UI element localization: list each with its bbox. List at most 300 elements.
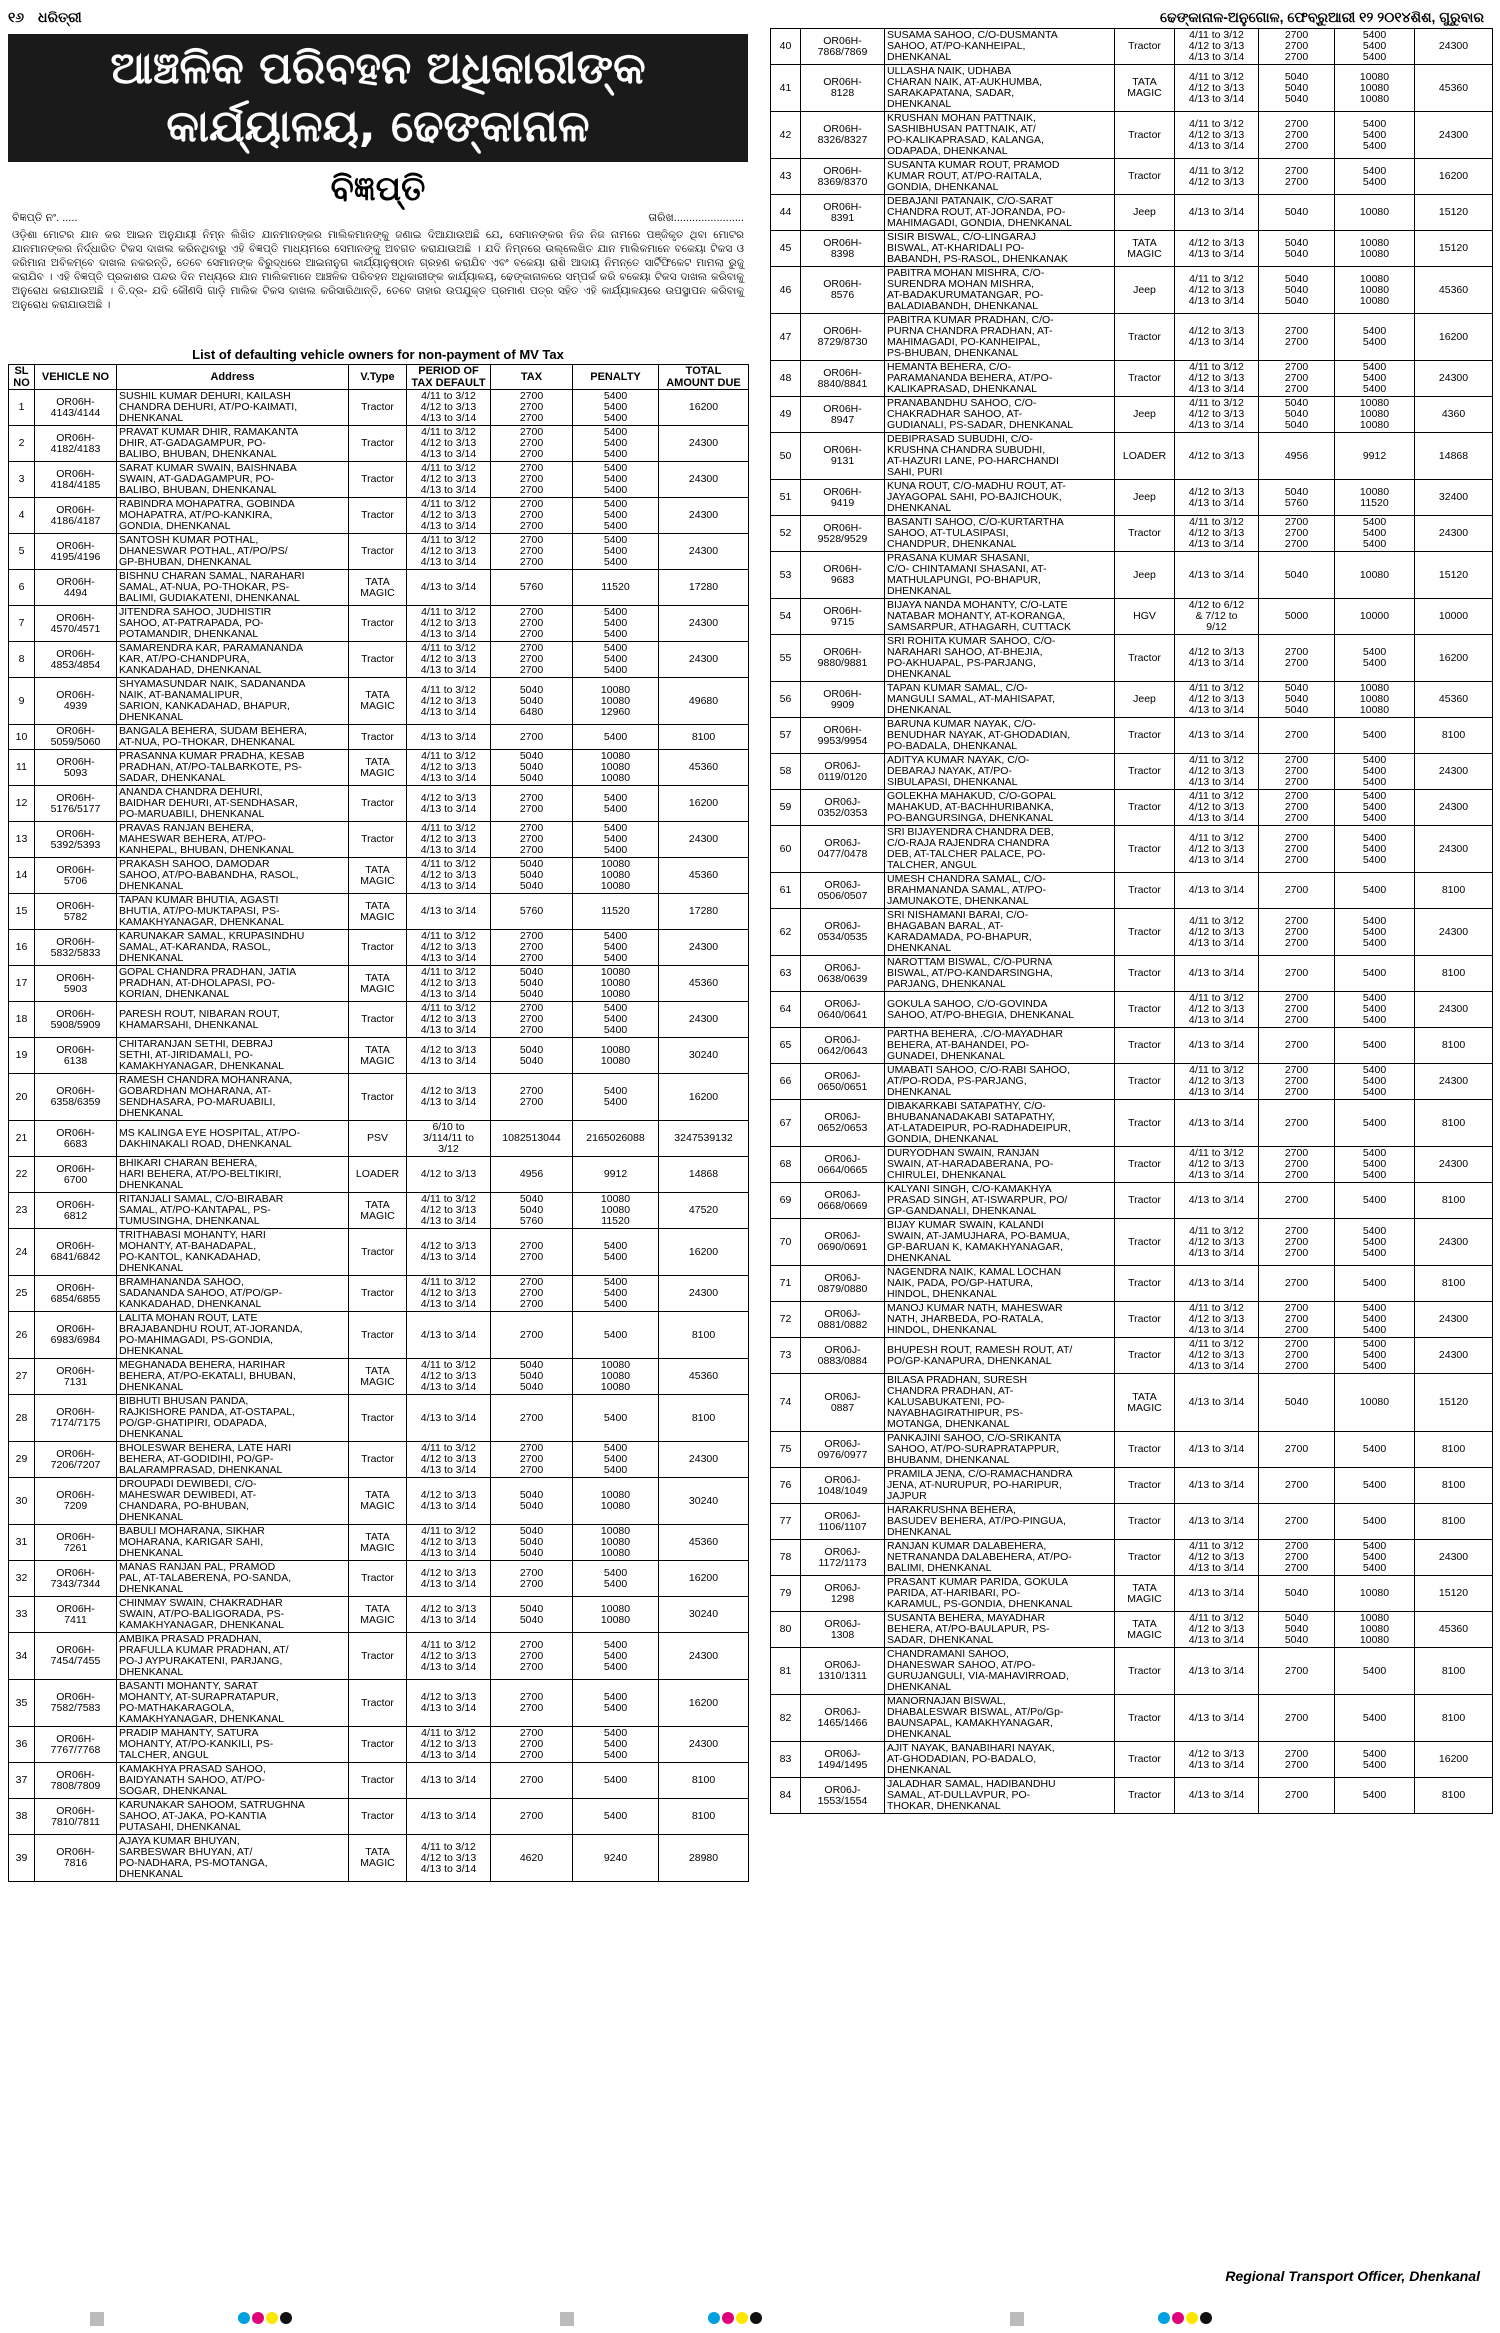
penalty-cell-line: 5400 bbox=[1362, 812, 1387, 824]
total-cell-line: 14868 bbox=[688, 1168, 719, 1180]
period-cell-line: 4/12 to 3/13 bbox=[420, 437, 477, 449]
tax-cell-line: 2700 bbox=[519, 1649, 544, 1662]
address-cell-line: PARAMANANDA BEHERA, AT/PO- bbox=[887, 372, 1053, 384]
vehicle-type-cell bbox=[349, 1121, 407, 1157]
penalty-cell-line: 5400 bbox=[603, 930, 628, 942]
vehicle-no-cell bbox=[35, 1442, 117, 1478]
period-cell-line: 4/13 to 3/14 bbox=[420, 1500, 477, 1512]
penalty-cell-line: 5400 bbox=[603, 1810, 628, 1822]
vehicle-no-line: 1172/1173 bbox=[818, 1556, 867, 1569]
vehicle-type-line: TATA bbox=[365, 1602, 390, 1615]
grey-swatch bbox=[560, 2312, 574, 2326]
period-cell-line: 4/11 to 3/12 bbox=[1189, 1224, 1244, 1237]
vehicle-type-cell-line: Tractor bbox=[361, 797, 394, 809]
sl-cell bbox=[771, 1540, 801, 1576]
period-cell-line: 4/13 to 3/14 bbox=[1188, 884, 1245, 896]
table-row bbox=[771, 754, 1493, 790]
vehicle-no-line: 6358/6359 bbox=[50, 1096, 101, 1108]
total-cell bbox=[659, 642, 749, 678]
sl-cell bbox=[771, 718, 801, 754]
address-cell-line: DHENKANAL bbox=[119, 412, 184, 424]
address-cell-line: DHENKANAL bbox=[887, 704, 952, 716]
vehicle-no-cell bbox=[801, 1504, 885, 1540]
penalty-cell bbox=[1335, 397, 1415, 433]
tax-cell-line: 2700 bbox=[1284, 754, 1309, 766]
vehicle-no-line: 4494 bbox=[63, 586, 88, 599]
vehicle-type-cell bbox=[1115, 1695, 1175, 1742]
total-cell-line: 24300 bbox=[688, 1649, 719, 1662]
vehicle-type-cell bbox=[349, 1835, 407, 1882]
sl-cell bbox=[9, 462, 35, 498]
table-row bbox=[9, 1193, 749, 1229]
period-cell bbox=[407, 1597, 491, 1633]
table-row bbox=[9, 1359, 749, 1395]
penalty-cell-line: 5400 bbox=[1362, 1147, 1387, 1159]
table-row bbox=[771, 1695, 1493, 1742]
penalty-cell-line: 5400 bbox=[603, 1287, 628, 1299]
vehicle-type-line: TATA bbox=[365, 1198, 390, 1211]
address-cell-line: BRAMHANANDA SAHOO, bbox=[119, 1276, 244, 1288]
vehicle-type-cell bbox=[1115, 1778, 1175, 1814]
period-cell bbox=[1175, 1147, 1259, 1183]
total-cell-line: 24300 bbox=[688, 1738, 719, 1750]
penalty-cell-line: 10080 bbox=[1359, 1634, 1390, 1646]
tax-cell bbox=[491, 1276, 573, 1312]
sl-cell bbox=[771, 992, 801, 1028]
address-cell-line: PRADHAN, AT/PO-TALBARKOTE, PS- bbox=[119, 761, 302, 773]
total-cell bbox=[659, 1597, 749, 1633]
sl-cell bbox=[771, 1028, 801, 1064]
vehicle-type-cell-line: Tractor bbox=[1128, 1753, 1161, 1765]
address-cell-line: DHENKANAL bbox=[119, 1547, 184, 1559]
address-cell-line: GP-BARUAN K, KAMAKHYANAGAR, bbox=[887, 1241, 1064, 1253]
vehicle-type-line: MAGIC bbox=[1127, 1628, 1162, 1641]
address-cell-line: GOKULA SAHOO, C/O-GOVINDA bbox=[887, 997, 1048, 1010]
vehicle-no-line: 0534/0535 bbox=[817, 931, 868, 943]
vehicle-no-cell bbox=[35, 966, 117, 1002]
period-cell-line: 4/13 to 3/14 bbox=[420, 1215, 477, 1227]
penalty-cell-line: 5400 bbox=[603, 1464, 628, 1476]
total-cell-line: 24300 bbox=[688, 437, 719, 449]
period-cell-line: 4/11 to 3/12 bbox=[421, 498, 476, 510]
vehicle-no-cell bbox=[35, 1002, 117, 1038]
period-cell-line: 4/12 to 3/13 bbox=[1188, 1158, 1245, 1170]
period-cell-line: 4/13 to 3/14 bbox=[420, 1749, 477, 1761]
address-cell-line: C/O-RAJA RAJENDRA CHANDRA bbox=[887, 837, 1050, 849]
address-cell-line: JAMUNAKOTE, DHENKANAL bbox=[887, 895, 1029, 907]
period-cell-line: 4/12 to 3/13 bbox=[420, 1566, 477, 1579]
vehicle-type-cell bbox=[349, 1597, 407, 1633]
sl-cell bbox=[9, 1193, 35, 1229]
total-cell-line: 45360 bbox=[688, 761, 719, 773]
total-cell-line: 8100 bbox=[691, 730, 716, 743]
tax-cell-line: 2700 bbox=[1284, 776, 1309, 788]
period-cell bbox=[407, 930, 491, 966]
tax-cell-line: 2700 bbox=[519, 1411, 544, 1424]
sl-cell-line: 44 bbox=[779, 206, 792, 218]
table-row bbox=[9, 1525, 749, 1561]
address-cell-line: ANANDA CHANDRA DEHURI, bbox=[119, 786, 263, 798]
table-row bbox=[771, 790, 1493, 826]
penalty-cell-line: 5400 bbox=[603, 473, 628, 485]
tax-cell-line: 5040 bbox=[519, 1193, 544, 1205]
penalty-cell-line: 11520 bbox=[1360, 496, 1389, 509]
office-banner bbox=[8, 34, 748, 162]
address-cell-line: BABANDH, PS-RASOL, DHENKANAK bbox=[887, 253, 1068, 265]
penalty-cell-line: 5400 bbox=[603, 606, 628, 618]
total-cell-line: 15120 bbox=[1438, 242, 1469, 254]
tax-cell-line: 5040 bbox=[1284, 419, 1309, 431]
tax-cell-line: 5040 bbox=[519, 694, 544, 707]
penalty-cell-line: 10080 bbox=[1359, 81, 1390, 94]
address-cell-line: RANJAN KUMAR DALABEHERA, bbox=[887, 1540, 1047, 1552]
table-row bbox=[771, 112, 1493, 159]
sl-cell-line: 40 bbox=[779, 40, 792, 52]
vehicle-no-cell bbox=[801, 1266, 885, 1302]
vehicle-type-cell bbox=[1115, 1504, 1175, 1540]
tax-cell-line: 2700 bbox=[519, 1328, 544, 1341]
tax-cell bbox=[491, 606, 573, 642]
address-cell-line: CHITARANJAN SETHI, DEBRAJ bbox=[119, 1038, 273, 1050]
tax-cell-line: 2700 bbox=[519, 730, 544, 743]
period-cell bbox=[1175, 956, 1259, 992]
vehicle-type-line: MAGIC bbox=[1127, 1401, 1162, 1414]
table-row bbox=[771, 873, 1493, 909]
period-cell-line: 4/11 to 3/12 bbox=[421, 426, 476, 438]
penalty-cell-line: 5400 bbox=[603, 1702, 628, 1714]
address-cell-line: TALCHER, ANGUL bbox=[119, 1749, 209, 1761]
column-header: V.Type bbox=[349, 365, 407, 390]
total-cell bbox=[1415, 516, 1493, 552]
sl-cell bbox=[771, 1648, 801, 1695]
address-cell bbox=[885, 1147, 1115, 1183]
table-row bbox=[771, 1338, 1493, 1374]
total-cell bbox=[1415, 1028, 1493, 1064]
address-cell bbox=[885, 267, 1115, 314]
tax-cell bbox=[491, 725, 573, 750]
tax-cell-line: 2700 bbox=[519, 1577, 544, 1590]
vehicle-type-cell bbox=[349, 642, 407, 678]
sl-cell bbox=[9, 1680, 35, 1727]
tax-cell-line: 2700 bbox=[1284, 1789, 1309, 1801]
vehicle-no-line: OR06J- bbox=[824, 1390, 861, 1403]
address-cell bbox=[885, 873, 1115, 909]
penalty-cell bbox=[1335, 826, 1415, 873]
penalty-cell bbox=[573, 1525, 659, 1561]
period-cell bbox=[1175, 790, 1259, 826]
penalty-cell-line: 5400 bbox=[603, 1453, 628, 1465]
period-cell-line: 4/13 to 3/14 bbox=[420, 705, 477, 718]
penalty-cell-line: 5400 bbox=[603, 730, 628, 743]
column-header: TOTAL AMOUNT DUE bbox=[659, 365, 749, 390]
vehicle-type-cell-line: Tractor bbox=[1128, 1479, 1161, 1491]
address-cell-line: PRANABANDHU SAHOO, C/O- bbox=[887, 397, 1037, 409]
color-dot bbox=[266, 2312, 278, 2324]
address-cell-line: KRUSHAN MOHAN PATTNAIK, bbox=[887, 112, 1036, 124]
tax-cell-line: 2700 bbox=[519, 401, 544, 413]
sl-cell-line: 61 bbox=[779, 884, 792, 896]
penalty-cell-line: 5400 bbox=[1362, 175, 1387, 188]
vehicle-type-cell bbox=[1115, 599, 1175, 635]
address-cell-line: CHAKRADHAR SAHOO, AT- bbox=[887, 408, 1023, 420]
address-cell-line: KHAMARSAHI, DHENKANAL bbox=[119, 1018, 259, 1031]
sl-cell bbox=[9, 1074, 35, 1121]
penalty-cell-line: 5400 bbox=[603, 1738, 628, 1750]
vehicle-no-line: OR06H- bbox=[56, 1732, 95, 1745]
penalty-cell-line: 10080 bbox=[600, 977, 631, 989]
total-cell bbox=[1415, 433, 1493, 480]
period-cell-line: 4/12 to 3/13 bbox=[420, 833, 477, 845]
vehicle-type-line: MAGIC bbox=[1127, 247, 1162, 260]
address-cell-line: PURNA CHANDRA PRADHAN, AT- bbox=[887, 325, 1053, 337]
penalty-cell-line: 5400 bbox=[1362, 729, 1387, 741]
tax-cell-line: 2700 bbox=[1284, 1551, 1309, 1563]
vehicle-type-cell bbox=[1115, 1028, 1175, 1064]
vehicle-no-line: 6983/6984 bbox=[50, 1334, 101, 1346]
penalty-cell-line: 5400 bbox=[1362, 831, 1387, 844]
table-row bbox=[771, 956, 1493, 992]
address-cell-line: MEGHANADA BEHERA, HARIHAR bbox=[119, 1359, 286, 1371]
vehicle-type-cell-line: Tractor bbox=[1128, 1075, 1161, 1087]
tax-cell bbox=[491, 1597, 573, 1633]
penalty-cell-line: 5400 bbox=[1362, 801, 1387, 813]
address-cell-line: MAHIMAGADI, GONDIA, DHENKANAL bbox=[887, 217, 1072, 229]
sl-cell bbox=[771, 195, 801, 231]
tax-cell-line: 2700 bbox=[519, 653, 544, 665]
penalty-cell-line: 10080 bbox=[600, 1489, 631, 1501]
vehicle-no-line: OR06J- bbox=[824, 1545, 861, 1558]
penalty-cell-line: 5400 bbox=[1362, 1338, 1387, 1350]
vehicle-no-line: 6854/6855 bbox=[50, 1292, 101, 1305]
period-cell-line: 3/12 bbox=[438, 1143, 459, 1155]
period-cell bbox=[1175, 1742, 1259, 1778]
total-cell-line: 24300 bbox=[688, 941, 719, 953]
tax-cell-line: 2700 bbox=[519, 1660, 544, 1673]
penalty-cell bbox=[1335, 956, 1415, 992]
penalty-cell-line: 5400 bbox=[603, 844, 628, 856]
tax-cell-line: 2700 bbox=[1284, 139, 1309, 152]
vehicle-no-cell bbox=[801, 1374, 885, 1432]
vehicle-no-cell bbox=[801, 873, 885, 909]
period-cell bbox=[407, 1002, 491, 1038]
period-cell-line: 4/12 to 3/13 bbox=[1188, 81, 1245, 94]
tax-cell bbox=[1259, 1183, 1335, 1219]
table-row bbox=[771, 361, 1493, 397]
address-cell-line: PRAVAS RANJAN BEHERA, bbox=[119, 822, 254, 834]
sl-cell bbox=[771, 1374, 801, 1432]
address-cell-line: SURENDRA MOHAN MISHRA, bbox=[887, 278, 1035, 290]
address-cell-line: SWAIN, AT-HARADABERANA, PO- bbox=[887, 1158, 1054, 1170]
address-cell bbox=[117, 678, 349, 725]
total-cell-line: 24300 bbox=[1438, 1313, 1469, 1325]
penalty-cell-line: 5400 bbox=[603, 448, 628, 460]
tax-cell-line: 2700 bbox=[519, 1566, 544, 1579]
address-cell-line: BHUPESH ROUT, RAMESH ROUT, AT/ bbox=[887, 1343, 1073, 1356]
vehicle-no-line: 0976/0977 bbox=[817, 1448, 868, 1461]
total-cell-line: 45360 bbox=[688, 977, 719, 989]
vehicle-type-cell bbox=[349, 1680, 407, 1727]
vehicle-no-line: OR06H- bbox=[56, 1007, 95, 1020]
address-cell-line: BEHERA, AT-BAHANDEI, PO- bbox=[887, 1039, 1030, 1051]
table-row bbox=[771, 992, 1493, 1028]
table-row bbox=[771, 159, 1493, 195]
address-cell-line: DHENKANAL bbox=[119, 1428, 184, 1440]
total-cell-line: 8100 bbox=[1441, 1277, 1466, 1289]
vehicle-no-line: OR06H- bbox=[823, 76, 862, 88]
tax-cell bbox=[491, 390, 573, 426]
address-cell-line: MANOJ KUMAR NATH, MAHESWAR bbox=[887, 1302, 1063, 1314]
address-cell-line: SAMAL, AT-KARANDA, RASOL, bbox=[119, 941, 271, 953]
total-cell-line: 15120 bbox=[1438, 206, 1469, 218]
address-cell bbox=[117, 1525, 349, 1561]
vehicle-no-line: OR06J- bbox=[824, 795, 861, 808]
penalty-cell bbox=[573, 498, 659, 534]
vehicle-no-line: OR06H- bbox=[56, 971, 95, 984]
address-cell-line: KUMAR ROUT, AT/PO-RAITALA, bbox=[887, 170, 1042, 182]
vehicle-type-cell-line: Tractor bbox=[1128, 1194, 1161, 1206]
tax-cell bbox=[1259, 956, 1335, 992]
sl-cell bbox=[771, 635, 801, 682]
vehicle-type-cell-line: Tractor bbox=[361, 1411, 394, 1424]
sl-cell bbox=[9, 534, 35, 570]
vehicle-no-line: 7131 bbox=[63, 1375, 88, 1388]
total-cell bbox=[1415, 1540, 1493, 1576]
tax-cell-line: 2700 bbox=[1284, 967, 1309, 979]
address-cell-line: DHENKANAL bbox=[887, 1764, 952, 1776]
penalty-cell bbox=[573, 606, 659, 642]
vehicle-no-cell bbox=[35, 390, 117, 426]
vehicle-no-line: OR06J- bbox=[824, 1307, 861, 1320]
address-cell bbox=[885, 790, 1115, 826]
address-cell-line: BISWAL, AT/PO-KANDARSINGHA, bbox=[887, 967, 1053, 979]
address-cell-line: NATH, JHARBEDA, PO-RATALA, bbox=[887, 1313, 1044, 1325]
total-cell-line: 24300 bbox=[1438, 40, 1469, 52]
vehicle-type-cell bbox=[1115, 790, 1175, 826]
address-cell-line: AT-HAZURI LANE, PO-HARCHANDI bbox=[887, 455, 1059, 467]
vehicle-no-line: 5706 bbox=[63, 874, 88, 887]
vehicle-type-line: MAGIC bbox=[360, 1054, 395, 1067]
address-cell-line: PRASANA KUMAR SHASANI, bbox=[887, 552, 1030, 564]
period-cell-line: 4/13 to 3/14 bbox=[420, 664, 477, 676]
sl-cell-line: 69 bbox=[779, 1194, 792, 1206]
period-cell bbox=[407, 1561, 491, 1597]
vehicle-no-cell bbox=[35, 1229, 117, 1276]
table-row bbox=[9, 390, 749, 426]
vehicle-type-cell bbox=[349, 606, 407, 642]
vehicle-no-cell bbox=[801, 1778, 885, 1814]
vehicle-no-cell bbox=[35, 534, 117, 570]
table-row bbox=[771, 635, 1493, 682]
vehicle-no-line: OR06J- bbox=[824, 878, 861, 891]
tax-cell-line: 2700 bbox=[1284, 1338, 1309, 1350]
vehicle-type-cell bbox=[1115, 397, 1175, 433]
total-cell-line: 24300 bbox=[1438, 372, 1469, 384]
address-cell-line: CHANDRA DEHURI, AT/PO-KAIMATI, bbox=[119, 401, 298, 413]
address-cell-line: TUMUSINGHA, DHENKANAL bbox=[119, 1215, 260, 1227]
penalty-cell-line: 11520 bbox=[601, 905, 630, 917]
address-cell-line: MOTANGA, DHENKANAL bbox=[887, 1418, 1010, 1430]
sl-cell bbox=[771, 433, 801, 480]
vehicle-no-line: 4195/4196 bbox=[50, 550, 101, 563]
tax-cell-line: 2700 bbox=[519, 473, 544, 485]
period-cell-line: 4/13 to 3/14 bbox=[1188, 206, 1245, 218]
address-cell-line: DIBAKARKABI SATAPATHY, C/O- bbox=[887, 1100, 1046, 1112]
tax-cell-line: 2700 bbox=[519, 952, 544, 964]
address-cell bbox=[885, 159, 1115, 195]
table-row bbox=[9, 750, 749, 786]
tax-cell bbox=[1259, 1266, 1335, 1302]
vehicle-no-line: OR06H- bbox=[56, 755, 95, 768]
address-cell-line: BRAHMANANDA SAMAL, AT/PO- bbox=[887, 884, 1047, 896]
period-cell bbox=[1175, 433, 1259, 480]
tax-cell bbox=[1259, 1468, 1335, 1504]
penalty-cell-line: 5400 bbox=[1362, 1014, 1387, 1026]
vehicle-type-cell bbox=[349, 1276, 407, 1312]
notice-body: ଓଡ଼ିଶା ମୋଟର ଯାନ କର ଆଇନ ଅନୁଯାୟୀ ନିମ୍ନ ଲିଖିତ ଯାନମାନଙ୍କର ମାଲିକମାନଙ୍କୁ ଜଣାଇ ଦିଆଯାଉଅଛି ଯେ, ସେମାନଙ୍କର ନିଜ ନିଜ ନାମରେ ପଞ୍ଜିକୃତ ଥିବା ମୋଟର ଯାନମାନଙ୍କର ନିର୍ଦ୍ଧାରିତ ଟିକସ ଦାଖଲ କରିନଥିବାରୁ ଏହି ବିଜ୍ଞପ୍ତି ମାଧ୍ୟମରେ ସେମାନଙ୍କୁ ଅବଗତ କରାଯାଉଅଛି । ଯଦି ନିମ୍ନରେ ଉଲ୍ଲେଖିତ ଯାନ ମାଲିକମାନେ ବକେୟା ଟିକସ ଓ ଜରିମାନା ଅବିଳମ୍ବେ ଦାଖଲ ନକରନ୍ତି, ତେବେ ସେମାନଙ୍କ ବିରୁଦ୍ଧରେ ଆଇନାନୁଗ କାର୍ଯ୍ୟାନୁଷ୍ଠାନ ଗ୍ରହଣ କରାଯିବ ଏବଂ ବକେୟା ରାଶି ଆଦାୟ ନିମନ୍ତେ ସାର୍ଟିଫିକେଟ ମାମଲା ରୁଜୁ କରାଯିବ । ଏହି ବିଜ୍ଞପ୍ତି ପ୍ରକାଶର ପନ୍ଦର ଦିନ ମଧ୍ୟରେ ଯାନ ମାଲିକମାନେ ଆଞ୍ଚଳିକ ପରିବହନ ଅଧିକାରୀଙ୍କ କାର୍ଯ୍ୟାଳୟ, ଢେଙ୍କାନାଳରେ ସମ୍ପର୍କ କରି ବକେୟା ଟିକସ ଦାଖଲ କରିବାକୁ ଅନୁରୋଧ କରାଯାଉଅଛି । ବି.ଦ୍ର- ଯଦି କୌଣସି ଗାଡ଼ି ମାଲିକ ଟିକସ ଦାଖଲ କରିସାରିଥାନ୍ତି, ତେବେ ତାହାର ଉପଯୁକ୍ତ ପ୍ରମାଣ ପତ୍ର ସହିତ ଏହି କାର୍ଯ୍ୟାଳୟରେ ଉପସ୍ଥାପନ କରିବାକୁ ଅନୁରୋଧ କରାଯାଉଅଛି । bbox=[12, 229, 744, 311]
address-cell-line: SARBESWAR BHUYAN, AT/ bbox=[119, 1846, 253, 1858]
table-row bbox=[9, 1002, 749, 1038]
sl-cell bbox=[771, 65, 801, 112]
vehicle-no-cell bbox=[801, 1100, 885, 1147]
vehicle-no-line: 7174/7175 bbox=[50, 1417, 101, 1429]
tax-cell-line: 2700 bbox=[519, 1727, 544, 1739]
sl-cell-line: 2 bbox=[18, 437, 25, 449]
period-cell bbox=[407, 1525, 491, 1561]
sl-cell-line: 12 bbox=[15, 797, 28, 809]
sl-cell-line: 68 bbox=[779, 1158, 792, 1170]
address-cell bbox=[885, 65, 1115, 112]
penalty-cell-line: 5400 bbox=[603, 545, 628, 557]
tax-cell-line: 2700 bbox=[1284, 1711, 1309, 1724]
vehicle-type-cell-line: Tractor bbox=[1128, 1515, 1161, 1527]
penalty-cell bbox=[1335, 1266, 1415, 1302]
address-cell-line: DHENKANAL bbox=[887, 668, 952, 680]
vehicle-no-line: 7411 bbox=[64, 1613, 87, 1626]
vehicle-type-line: MAGIC bbox=[360, 1500, 395, 1512]
penalty-cell-line: 10080 bbox=[600, 1613, 631, 1626]
vehicle-no-line: OR06H- bbox=[56, 899, 95, 912]
penalty-cell-line: 5400 bbox=[603, 412, 628, 424]
table-row bbox=[9, 1835, 749, 1882]
sl-cell bbox=[771, 1064, 801, 1100]
total-cell bbox=[1415, 1504, 1493, 1540]
total-cell bbox=[1415, 361, 1493, 397]
tax-cell bbox=[1259, 826, 1335, 873]
vehicle-no-cell bbox=[35, 750, 117, 786]
period-cell-line: 4/13 to 3/14 bbox=[420, 448, 477, 460]
banner-line-2: କାର୍ଯ୍ୟାଳୟ, ଢେଙ୍କାନାଳ bbox=[166, 101, 590, 152]
vehicle-no-cell bbox=[801, 1219, 885, 1266]
vehicle-no-line: 0652/0653 bbox=[817, 1122, 868, 1134]
penalty-cell-line: 10080 bbox=[600, 1204, 631, 1216]
vehicle-no-line: 6812 bbox=[63, 1209, 88, 1222]
penalty-cell bbox=[573, 858, 659, 894]
table-row bbox=[9, 1121, 749, 1157]
tax-cell-line: 2700 bbox=[1284, 128, 1309, 141]
address-cell bbox=[117, 1312, 349, 1359]
tax-cell-line: 5040 bbox=[1284, 283, 1309, 296]
penalty-cell-line: 5400 bbox=[1362, 1562, 1387, 1574]
penalty-cell-line: 10080 bbox=[1359, 1587, 1390, 1599]
address-cell bbox=[117, 606, 349, 642]
tax-cell-line: 5040 bbox=[519, 1547, 544, 1559]
total-cell-line: 8100 bbox=[1441, 1789, 1466, 1801]
vehicle-type-cell bbox=[1115, 1064, 1175, 1100]
tax-cell-line: 2700 bbox=[519, 791, 544, 804]
sl-cell bbox=[771, 516, 801, 552]
tax-cell-line: 2700 bbox=[1284, 164, 1309, 177]
period-cell bbox=[407, 426, 491, 462]
